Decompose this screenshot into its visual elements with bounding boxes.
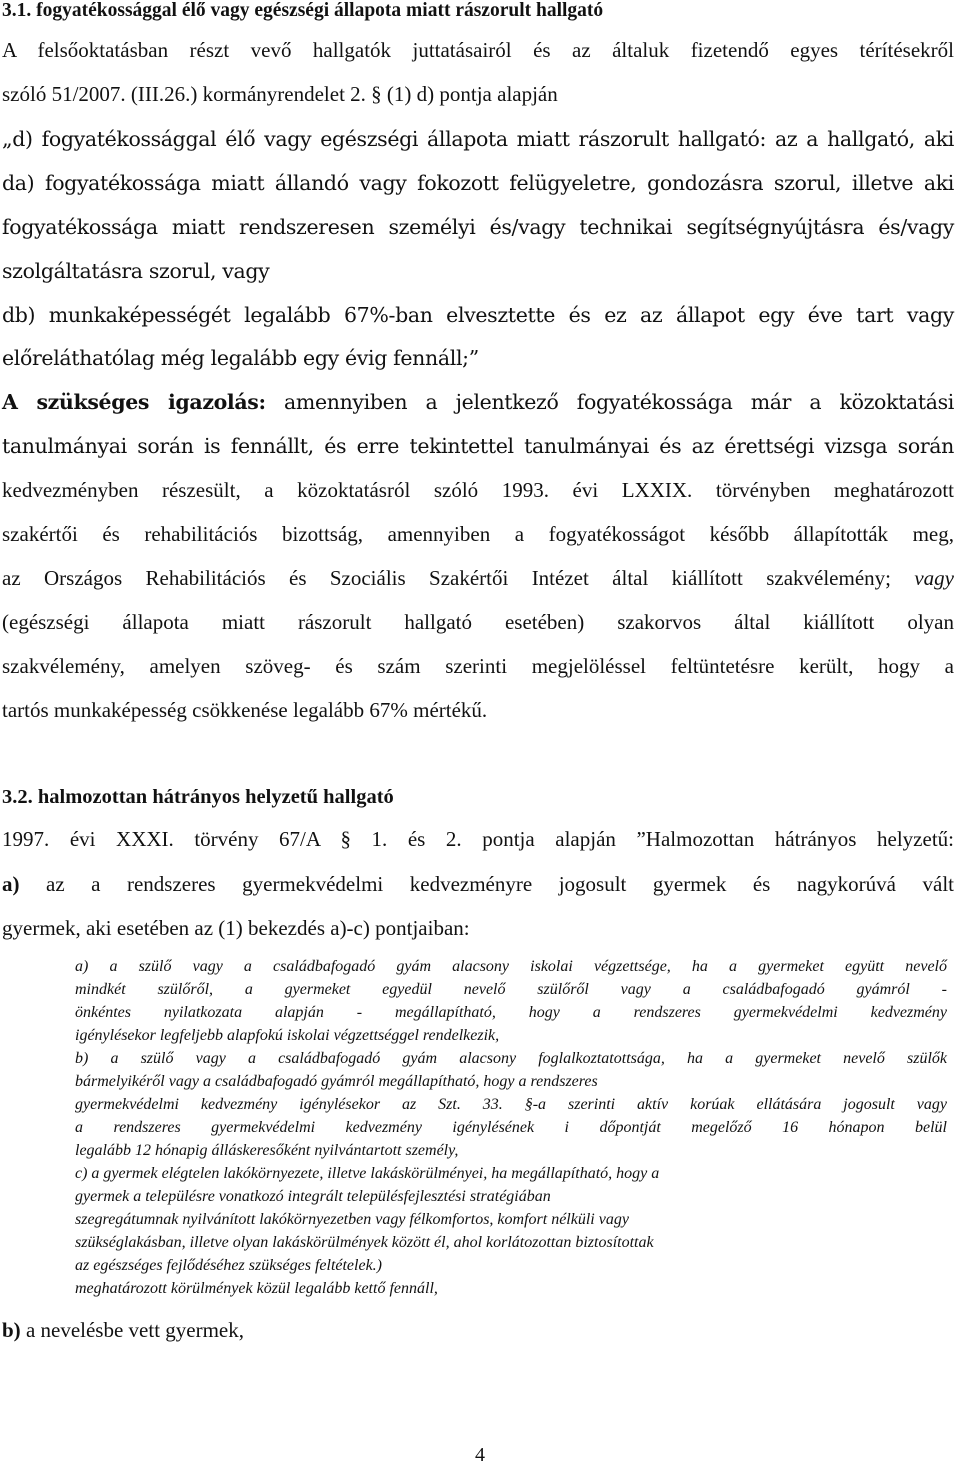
proof-line-5-vagy: vagy (914, 566, 954, 590)
italic-line-12: szegregátumnak nyilvánított lakókörnyezetben vagy félkomfortos, komfort nélküli vagy (75, 1211, 629, 1228)
italic-line-5: b) a szülő vagy a családbafogadó gyám alacsony foglalkoztatottsága, ha a gyermeket nevelő szülők (75, 1050, 947, 1067)
definition-line-3: fogyatékossága miatt rendszeresen személyi és/vagy technikai segítségnyújtásra és/vagy (2, 215, 954, 239)
italic-line-15: meghatározott körülmények közül legalább kettő fennáll, (75, 1280, 438, 1297)
intro-line-2: szóló 51/2007. (III.26.) kormányrendelet 2. § (1) d) pontja alapján (2, 82, 558, 106)
italic-line-8: a rendszeres gyermekvédelmi kedvezmény igénylésének i dőpontját megelőző 16 hónapon belül (75, 1119, 947, 1136)
italic-line-7: gyermekvédelmi kedvezmény igénylésekor az Szt. 33. §-a szerinti aktív korúak ellátására jogosult vagy (75, 1096, 947, 1113)
intro-line-1: A felsőoktatásban részt vevő hallgatók juttatásairól és az általuk fizetendő egyes térítésekről (2, 38, 954, 62)
law-line: 1997. évi XXXI. törvény 67/A § 1. és 2. pontja alapján ”Halmozottan hátrányos helyzetű: (2, 827, 954, 851)
point-b-line (2, 1318, 244, 1343)
section-heading-3-1: 3.1. fogyatékossággal élő vagy egészségi állapota miatt rászorult hallgató (2, 0, 604, 21)
italic-line-9: legalább 12 hónapig álláskeresőként nyilvántartott személy, (75, 1142, 459, 1159)
proof-line-1-text: amennyiben a jelentkező fogyatékossága már a közoktatási (265, 390, 954, 414)
italic-line-14: az egészséges fejlődéséhez szükséges feltételek.) (75, 1257, 383, 1274)
proof-line-6: (egészségi állapota miatt rászorult hallgató esetében) szakorvos által kiállított olyan (2, 610, 954, 634)
point-a-line-1 (2, 872, 954, 897)
definition-line-4: szolgáltatásra szorul, vagy (2, 259, 270, 283)
proof-line-1 (2, 390, 954, 414)
definition-line-6: előreláthatólag még legalább egy évig fennáll;” (2, 346, 479, 370)
proof-line-3: kedvezményben részesült, a közoktatásról szóló 1993. évi LXXIX. törvényben meghatározott (2, 478, 954, 502)
italic-line-2: mindkét szülőről, a gyermeket egyedül nevelő szülőről vagy a családbafogadó gyámról - (75, 981, 947, 998)
definition-line-5: db) munkaképességét legalább 67%-ban elvesztette és ez az állapot egy éve tart vagy (2, 303, 954, 327)
italic-line-1: a) a szülő vagy a családbafogadó gyám alacsony iskolai végzettsége, ha a gyermeket együtt nevelő (75, 958, 947, 975)
definition-line-2: da) fogyatékossága miatt állandó vagy fokozott felügyeletre, gondozásra szorul, illetve aki (2, 171, 954, 195)
italic-line-10: c) a gyermek elégtelen lakókörnyezete, illetve lakáskörülményei, ha megállapítható, hogy a (75, 1165, 660, 1182)
proof-line-5-text: az Országos Rehabilitációs és Szociális Szakértői Intézet által kiállított szakvélemény; (2, 566, 891, 590)
point-b-text: a nevelésbe vett gyermek, (20, 1318, 245, 1342)
proof-line-2: tanulmányai során is fennállt, és erre tekintettel tanulmányai és az érettségi vizsga során (2, 434, 954, 458)
italic-line-4: igénylésekor legfeljebb alapfokú iskolai végzettséggel rendelkezik, (75, 1027, 500, 1044)
point-b-label: b) (2, 1318, 21, 1342)
page-number: 4 (475, 1444, 485, 1466)
proof-label: A szükséges igazolás: (2, 390, 266, 414)
definition-line-1: „d) fogyatékossággal élő vagy egészségi állapota miatt rászorult hallgató: az a hallgató, aki (2, 127, 954, 151)
section-heading-3-2: 3.2. halmozottan hátrányos helyzetű hallgató (2, 786, 394, 808)
italic-line-13: szükséglakásban, illetve olyan lakáskörülmények között él, ahol korlátozottan biztosítottak (75, 1234, 654, 1251)
italic-line-6: bármelyikéről vagy a családbafogadó gyámról megállapítható, hogy a rendszeres (75, 1073, 598, 1090)
proof-line-5 (2, 566, 954, 591)
proof-line-4: szakértői és rehabilitációs bizottság, amennyiben a fogyatékosságot később állapították meg, (2, 522, 954, 546)
proof-line-7: szakvélemény, amelyen szöveg- és szám szerinti megjelöléssel feltüntetésre került, hogy a (2, 654, 954, 678)
italic-line-11: gyermek a településre vonatkozó integrált településfejlesztési stratégiában (75, 1188, 551, 1205)
point-a-text: az a rendszeres gyermekvédelmi kedvezményre jogosult gyermek és nagykorúvá vált (19, 872, 954, 896)
proof-line-8: tartós munkaképesség csökkenése legalább 67% mértékű. (2, 698, 488, 722)
point-a-label: a) (2, 872, 20, 896)
point-a-line-2: gyermek, aki esetében az (1) bekezdés a)-c) pontjaiban: (2, 916, 470, 940)
italic-line-3: önkéntes nyilatkozata alapján - megállapítható, hogy a rendszeres gyermekvédelmi kedvezmény (75, 1004, 947, 1021)
